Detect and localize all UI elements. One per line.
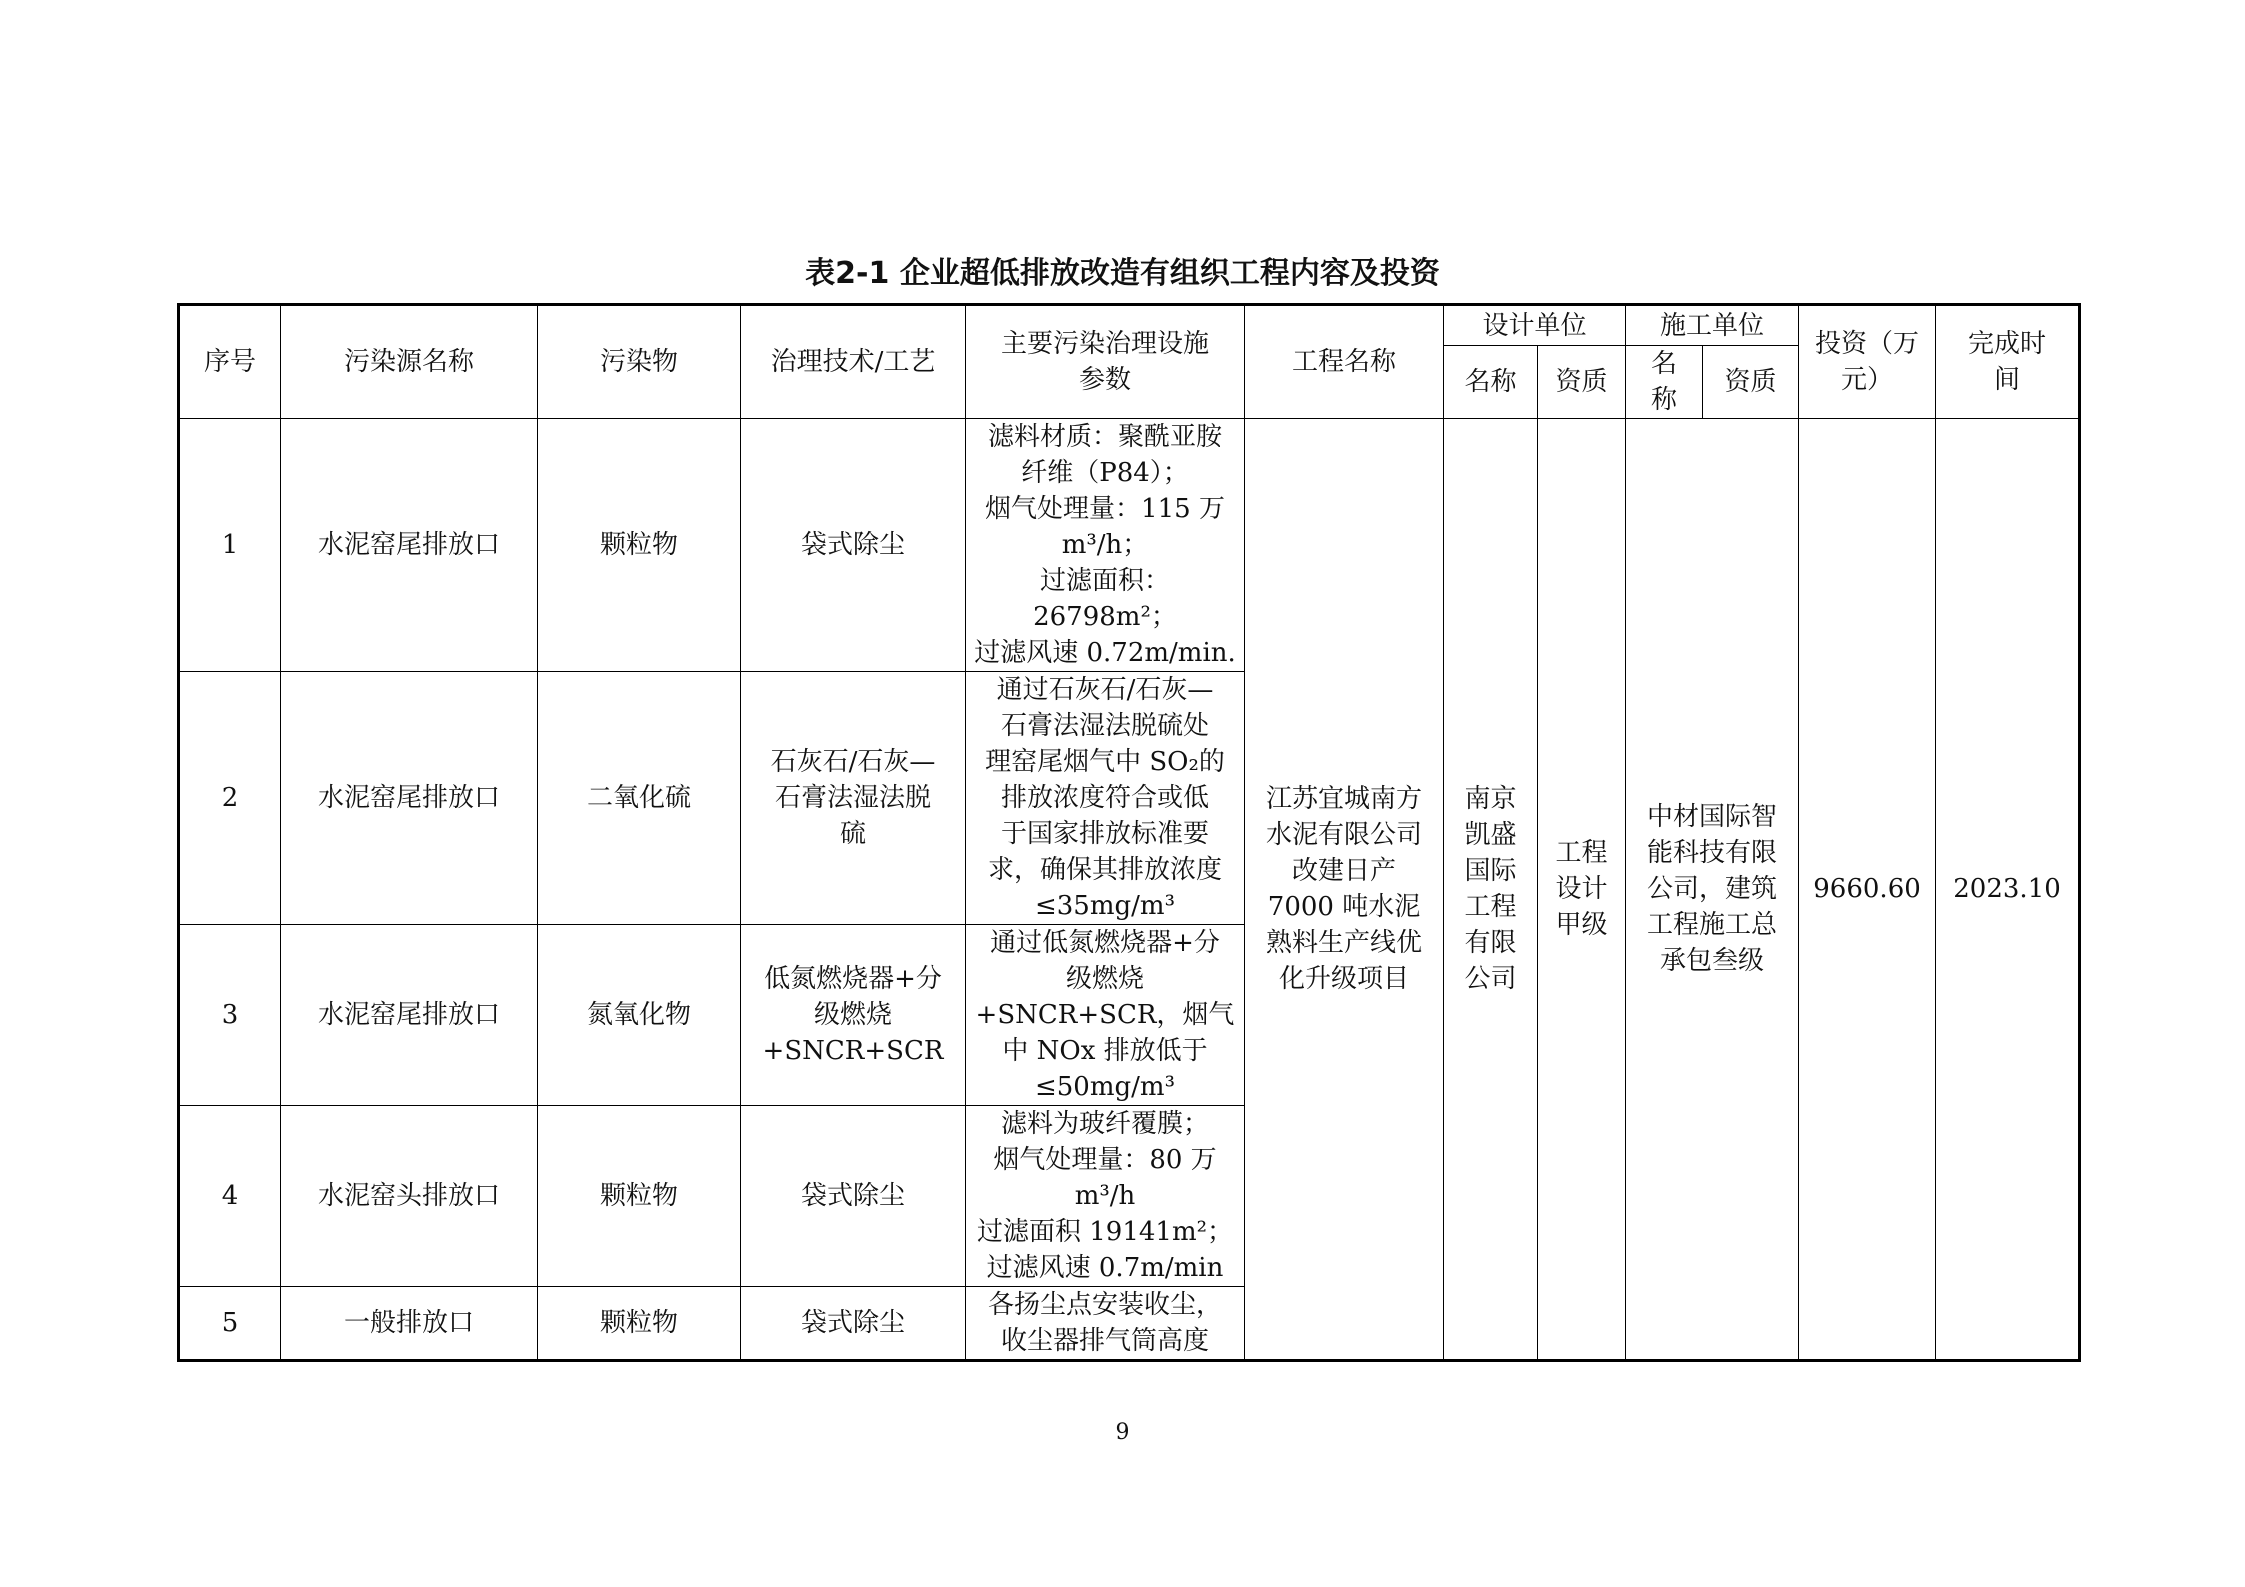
cell-finish: 2023.10 <box>1936 419 2080 1361</box>
tech-line: 硫 <box>839 819 866 849</box>
param-line: 滤料材质：聚酰亚胺 <box>987 422 1222 452</box>
param-line: 级燃烧 <box>1065 964 1144 994</box>
header-cons-qual: 资质 <box>1703 346 1799 419</box>
cell-seq: 5 <box>179 1287 281 1361</box>
param-line: ≤50mg/m³ <box>1034 1072 1175 1102</box>
param-line: 烟气处理量：80 万 <box>993 1145 1217 1175</box>
tech-line: 石膏法湿法脱 <box>774 783 931 813</box>
param-line: 求，确保其排放浓度 <box>987 855 1222 885</box>
tech-line: 级燃烧 <box>813 1000 892 1030</box>
param-line: 通过石灰石/石灰— <box>996 675 1214 705</box>
cell-params <box>966 419 1245 672</box>
param-line: 石膏法湿法脱硫处 <box>1000 711 1209 741</box>
header-params-line-1: 主要污染治理设施 <box>1000 329 1209 359</box>
cell-seq: 3 <box>179 925 281 1106</box>
header-cons-name <box>1626 346 1703 419</box>
param-line: 排放浓度符合或低 <box>1000 783 1209 813</box>
cell-seq: 1 <box>179 419 281 672</box>
project-line: 江苏宜城南方 <box>1265 784 1422 814</box>
header-design-unit: 设计单位 <box>1444 305 1626 346</box>
param-line: 于国家排放标准要 <box>1000 819 1209 849</box>
design-qual-line: 甲级 <box>1555 910 1608 940</box>
project-line: 水泥有限公司 <box>1265 820 1422 850</box>
cell-pollutant: 颗粒物 <box>538 419 741 672</box>
header-design-name: 名称 <box>1444 346 1538 419</box>
cell-params <box>966 672 1245 925</box>
header-investment-line-2: 元） <box>1841 365 1894 395</box>
cell-investment: 9660.60 <box>1799 419 1936 1361</box>
cell-design-name <box>1444 419 1538 1361</box>
construction-line: 中材国际智 <box>1647 802 1778 832</box>
construction-line: 承包叁级 <box>1660 946 1765 976</box>
cell-tech <box>741 672 966 925</box>
param-line: 各扬尘点安装收尘， <box>987 1290 1222 1320</box>
header-seq: 序号 <box>179 305 281 419</box>
cell-source: 水泥窑尾排放口 <box>281 419 538 672</box>
header-investment <box>1799 305 1936 419</box>
header-source: 污染源名称 <box>281 305 538 419</box>
header-investment-line-1: 投资（万 <box>1815 329 1920 359</box>
project-line: 化升级项目 <box>1278 964 1409 994</box>
param-line: 滤料为玻纤覆膜； <box>1000 1109 1209 1139</box>
cell-params <box>966 1106 1245 1287</box>
param-line: 过滤风速 0.72m/min. <box>974 638 1236 668</box>
header-tech: 治理技术/工艺 <box>741 305 966 419</box>
table-title: 表2-1 企业超低排放改造有组织工程内容及投资 <box>805 256 1440 291</box>
param-line: 纤维（P84）； <box>1021 458 1189 488</box>
header-params <box>966 305 1245 419</box>
header-row-1 <box>179 305 2080 346</box>
header-finish <box>1936 305 2080 419</box>
param-line: m³/h <box>1074 1181 1136 1211</box>
tech-line: 袋式除尘 <box>800 1181 905 1211</box>
header-project: 工程名称 <box>1245 305 1444 419</box>
cell-source: 水泥窑尾排放口 <box>281 672 538 925</box>
cell-tech <box>741 1106 966 1287</box>
cell-seq: 4 <box>179 1106 281 1287</box>
param-line: 过滤面积：26798m²； <box>1033 566 1177 632</box>
tech-line: +SNCR+SCR <box>762 1036 944 1066</box>
param-line: 过滤面积 19141m²； <box>976 1217 1234 1247</box>
header-params-line-2: 参数 <box>1078 365 1131 395</box>
tech-line: 袋式除尘 <box>800 530 905 560</box>
tech-line: 低氮燃烧器+分 <box>764 964 942 994</box>
construction-line: 工程施工总 <box>1647 910 1778 940</box>
design-name-line: 有限 <box>1464 928 1517 958</box>
design-name-line: 公司 <box>1464 964 1517 994</box>
design-name-line: 凯盛 <box>1464 820 1517 850</box>
construction-line: 能科技有限 <box>1647 838 1778 868</box>
param-line: 理窑尾烟气中 SO₂的 <box>985 747 1225 777</box>
project-line: 熟料生产线优 <box>1265 928 1422 958</box>
tech-line: 袋式除尘 <box>800 1308 905 1338</box>
watermark-logo <box>2077 1381 2227 1417</box>
param-line: +SNCR+SCR，烟气 <box>975 1000 1235 1030</box>
header-construction-unit: 施工单位 <box>1626 305 1799 346</box>
investment-table <box>177 303 2081 1362</box>
construction-line: 公司，建筑 <box>1647 874 1778 904</box>
param-line: 烟气处理量：115 万 <box>985 494 1225 524</box>
param-line: m³/h； <box>1061 530 1149 560</box>
param-line: 中 NOx 排放低于 <box>1002 1036 1208 1066</box>
cell-tech <box>741 925 966 1106</box>
cell-pollutant: 颗粒物 <box>538 1106 741 1287</box>
cell-construction <box>1626 419 1799 1361</box>
cell-project <box>1245 419 1444 1361</box>
tech-line: 石灰石/石灰— <box>770 747 936 777</box>
cell-source: 一般排放口 <box>281 1287 538 1361</box>
cell-source: 水泥窑尾排放口 <box>281 925 538 1106</box>
cell-source: 水泥窑头排放口 <box>281 1106 538 1287</box>
cell-seq: 2 <box>179 672 281 925</box>
cell-params <box>966 925 1245 1106</box>
cell-pollutant: 颗粒物 <box>538 1287 741 1361</box>
cell-design-qual <box>1538 419 1626 1361</box>
header-cons-name-line-2: 称 <box>1651 385 1678 415</box>
cell-params <box>966 1287 1245 1361</box>
param-line: ≤35mg/m³ <box>1034 891 1175 921</box>
table-row <box>179 419 2080 672</box>
cell-tech <box>741 1287 966 1361</box>
design-name-line: 国际 <box>1464 856 1517 886</box>
param-line: 过滤风速 0.7m/min <box>986 1253 1224 1283</box>
design-name-line: 南京 <box>1464 784 1517 814</box>
design-name-line: 工程 <box>1464 892 1517 922</box>
page-number: 9 <box>1115 1420 1130 1445</box>
param-line: 通过低氮燃烧器+分 <box>990 928 1220 958</box>
cell-pollutant: 二氧化硫 <box>538 672 741 925</box>
cell-pollutant: 氮氧化物 <box>538 925 741 1106</box>
header-finish-line-1: 完成时 <box>1968 329 2047 359</box>
cell-tech <box>741 419 966 672</box>
design-qual-line: 设计 <box>1555 874 1608 904</box>
project-line: 改建日产 <box>1291 856 1396 886</box>
project-line: 7000 吨水泥 <box>1267 892 1421 922</box>
header-design-qual: 资质 <box>1538 346 1626 419</box>
design-qual-line: 工程 <box>1555 838 1608 868</box>
header-pollutant: 污染物 <box>538 305 741 419</box>
header-finish-line-2: 间 <box>1994 365 2021 395</box>
param-line: 收尘器排气筒高度 <box>1000 1326 1209 1356</box>
header-cons-name-line-1: 名 <box>1651 349 1678 379</box>
